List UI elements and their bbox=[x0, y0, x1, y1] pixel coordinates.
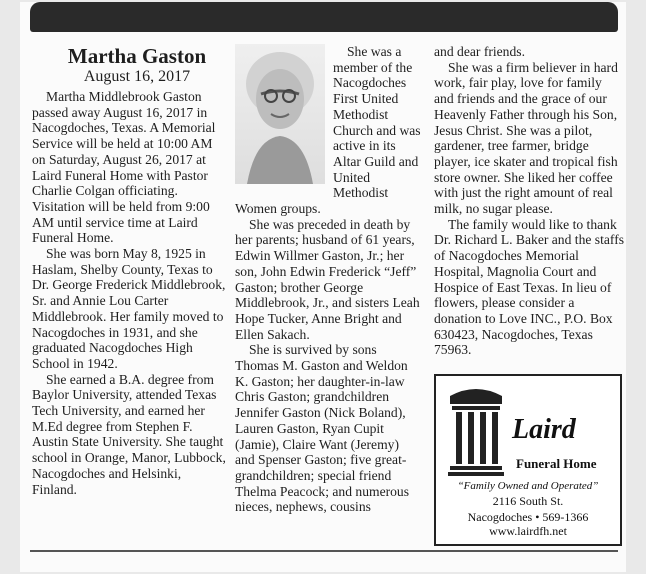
ad-website: www.lairdfh.net bbox=[489, 524, 567, 538]
obit-paragraph: and dear friends. bbox=[434, 44, 525, 59]
obit-paragraph: The family would like to thank Dr. Richard L. Baker and the staffs of Nacogdoches Memorial Hospital, Magnolia Court and Hospice of East Texas. In lieu of flowers, please consider a donation to Love INC., P.O. Box 630423, Nacogdoches, Texas 75963. bbox=[434, 216, 625, 358]
obit-paragraph: She earned a B.A. degree from Baylor University, attended Texas Tech University, and earned her M.Ed degree from Stephen F. Austin State University. She taught school in Orange, Manor, Lubbock, Nacogdoches and Helsinki, Finland. bbox=[32, 371, 226, 497]
obit-paragraph: She was a member of the Nacogdoches First United Methodist Church and was active in its Altar Guild and United Methodist Women groups. bbox=[235, 44, 421, 217]
header-bar bbox=[30, 2, 618, 32]
ad-address: 2116 South St. bbox=[492, 494, 564, 508]
column-2 bbox=[235, 44, 421, 515]
deceased-name: Martha Gaston bbox=[67, 44, 207, 68]
column-logo-icon bbox=[446, 386, 506, 478]
ad-subtitle: Funeral Home bbox=[516, 456, 597, 471]
ad-city-phone: Nacogdoches • 569-1366 bbox=[467, 510, 589, 524]
ad-tagline: “Family Owned and Operated” bbox=[457, 480, 599, 492]
column-1 bbox=[32, 44, 228, 497]
obit-paragraph: She was a firm believer in hard work, fair play, love for family and friends and the grace of our Heavenly Father through his Son, Jesus Christ. She was a pilot, gardener, tree farmer, bridge player, ice skater and tropical fish store owner. She liked her coffee with just the right amount of real milk, no sugar please. bbox=[434, 59, 618, 217]
bottom-rule bbox=[30, 550, 618, 552]
ad-brand: Laird bbox=[512, 414, 576, 445]
obit-paragraph: She was preceded in death by her parents; husband of 61 years, Edwin Willmer Gaston, Jr.; her son, John Edwin Frederick “Jeff” Gaston; brother George Middlebrook, Jr., and sisters Leah Hope Tucker, Anne Bright and Ellen Sakach. bbox=[235, 216, 420, 342]
portrait-photo bbox=[235, 44, 325, 184]
obit-paragraph: She is survived by sons Thomas M. Gaston and Weldon K. Gaston; her daughter-in-law Chris Gaston; grandchildren Jennifer Gaston (Nick Boland), Lauren Gaston, Ryan Cupit (Jamie), Claire Want (Jeremy) and Spenser Gaston; five great-grandchildren; special friend Thelma Peacock; and numerous nieces, nephews, cousins bbox=[235, 342, 410, 515]
obit-paragraph: She was born May 8, 1925 in Haslam, Shelby County, Texas to Dr. George Frederick Middlebrook, Sr. and Annie Lou Carter Middlebrook. Her family moved to Nacogdoches in 1931, and she graduated Nacogdoches High School in 1942. bbox=[32, 246, 226, 371]
column-3 bbox=[434, 44, 624, 358]
obit-paragraph: Martha Middlebrook Gaston passed away August 16, 2017 in Nacogdoches, Texas. A Memorial Service will be held at 10:00 AM on Saturday, August 26, 2017 at Laird Funeral Home with Pastor Charlie Colgan officiating. Visitation will be held from 9:00 AM until service time at Laird Funeral Home. bbox=[32, 89, 216, 246]
death-date: August 16, 2017 bbox=[83, 68, 191, 85]
obituary-page bbox=[20, 2, 626, 572]
funeral-home-ad bbox=[434, 374, 622, 546]
